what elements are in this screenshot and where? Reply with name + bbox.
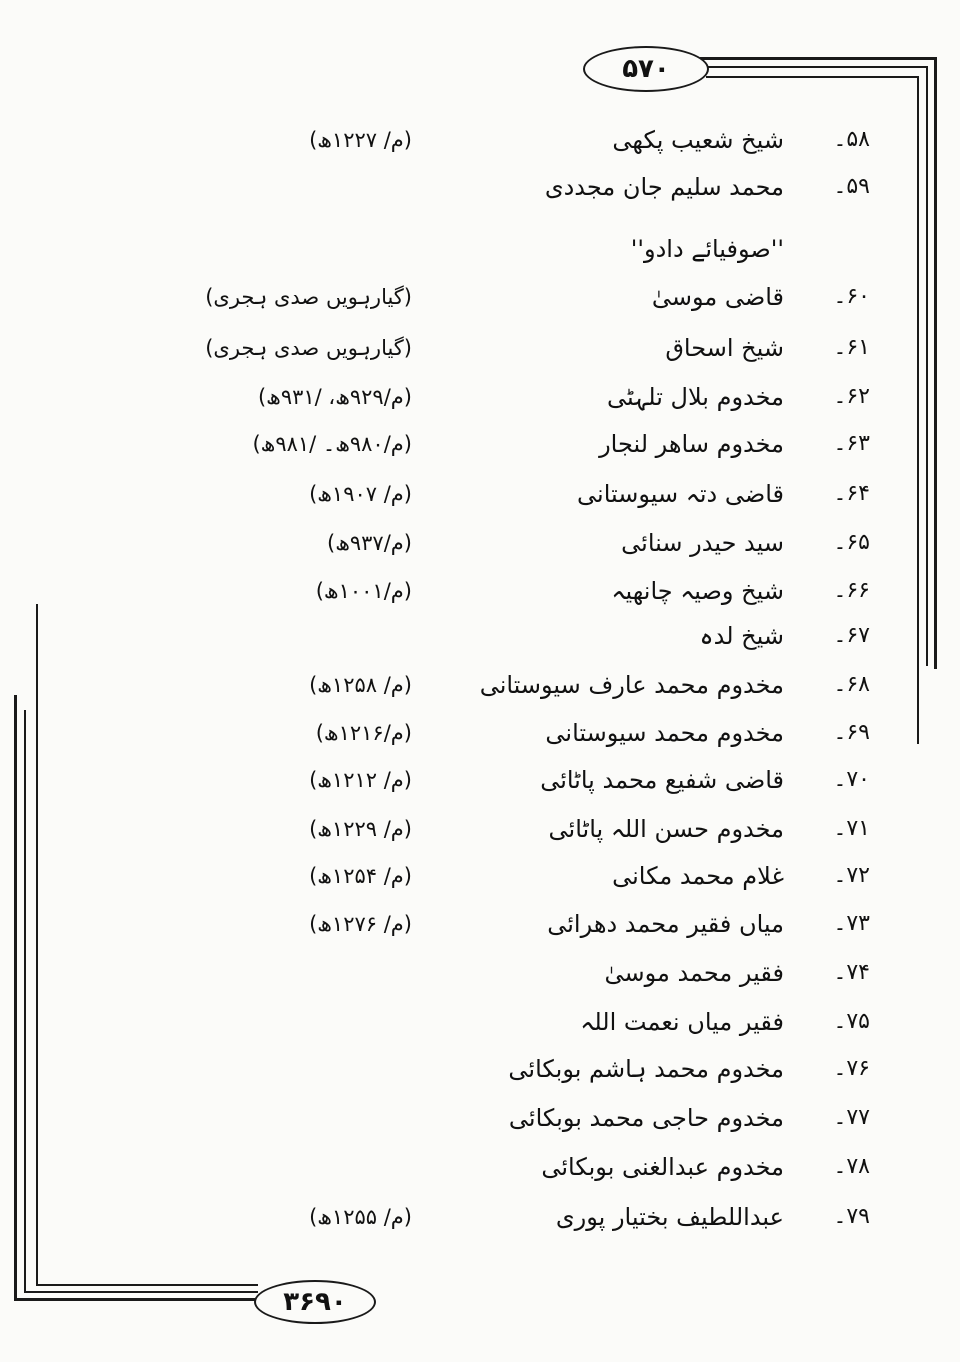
list-item [0,164,960,210]
entry-date: (م/۹۸۰ھ۔ /۹۸۱ھ) [252,432,412,456]
list-item [0,274,960,320]
entry-date: (گیارہویں صدی ہجری) [205,285,412,309]
entry-number: ۶۹۔ [833,720,870,745]
entry-name: میاں فقیر محمد دھرائی [547,910,784,938]
entry-name: قاضی دتہ سیوستانی [577,480,784,508]
entry-name: عبداللطیف بختیار پوری [555,1203,784,1231]
list-item [0,950,960,996]
entry-date: (م/۹۳۷ھ) [327,531,412,555]
entry-name: ''صوفیائے دادو'' [630,235,784,263]
entry-name: مخدوم محمد سیوستانی [545,719,784,747]
entry-name: قاضی موسیٰ [651,283,784,311]
entry-date: (م/ ۱۲۲۷ھ) [309,128,412,152]
entry-name: مخدوم محمد ہاشم بوبکائی [508,1055,784,1083]
entry-date: (م/ ۱۲۵۴ھ) [309,864,412,888]
bottom-frame-line-2 [24,1291,258,1293]
entry-number: ۷۶۔ [833,1056,870,1081]
entry-number: ۶۲۔ [833,384,870,409]
list-item [0,853,960,899]
entry-number: ۶۷۔ [833,623,870,648]
entry-number: ۷۲۔ [833,863,870,888]
top-frame-line-3 [706,76,919,78]
list-item [0,1046,960,1092]
entry-name: محمد سلیم جان مجددی [544,173,784,201]
entry-date: (م/ ۱۲۷۶ھ) [309,912,412,936]
entry-number: ۶۵۔ [833,530,870,555]
entry-name: شیخ لدہ [699,622,784,650]
entry-name: قاضی شفیع محمد پاٹائی [540,766,784,794]
top-page-number: ۵۷۰ [583,46,709,92]
list-item [0,757,960,803]
list-item [0,520,960,566]
entry-number: ۶۴۔ [833,481,870,506]
list-item [0,613,960,659]
list-item [0,1144,960,1190]
bottom-page-number: ۳۶۹۰ [254,1280,376,1324]
list-item [0,568,960,614]
list-item [0,374,960,420]
entry-number: ۷۵۔ [833,1009,870,1034]
entry-date: (م/ ۱۲۵۸ھ) [309,673,412,697]
entry-number: ۶۰۔ [833,284,870,309]
bottom-frame-line-1 [14,1298,256,1301]
list-item [0,471,960,517]
list-item [0,1194,960,1240]
entry-number: ۵۹۔ [833,174,870,199]
entry-name: غلام محمد مکانی [612,862,784,890]
entry-number: ۷۴۔ [833,960,870,985]
entry-date: (م/ ۱۲۱۲ھ) [309,768,412,792]
top-frame-line-2 [706,66,928,68]
entry-name: شیخ وصیہ چانھیہ [611,577,784,605]
list-item [0,806,960,852]
list-item [0,901,960,947]
list-item [0,421,960,467]
entry-name: مخدوم حاجی محمد بوبکائی [508,1104,784,1132]
entry-name: فقیر میاں نعمت اللہ [580,1008,784,1036]
entry-name: شیخ شعیب پکھی [612,126,784,154]
list-item [0,710,960,756]
entry-name: سید حیدر سنائی [621,529,784,557]
entry-date: (م/ ۱۹۰۷ھ) [309,482,412,506]
entry-number: ۶۱۔ [833,335,870,360]
entry-date: (م/۱۰۰۱ھ) [315,579,412,603]
list-item [0,999,960,1045]
entry-number: ۶۸۔ [833,672,870,697]
entry-number: ۷۳۔ [833,911,870,936]
entry-name: مخدوم بلال تلہٹی [606,383,784,411]
entry-name: مخدوم ساھر لنجار [599,430,784,458]
entry-number: ۶۳۔ [833,431,870,456]
entry-date: (م/۹۲۹ھ، /۹۳۱ھ) [257,385,412,409]
entry-name: مخدوم محمد عارف سیوستانی [479,671,784,699]
entry-name: فقیر محمد موسیٰ [604,959,784,987]
entry-number: ۶۶۔ [833,578,870,603]
entry-name: شیخ اسحاق [665,334,784,362]
entry-date: (م/ ۱۲۲۹ھ) [309,817,412,841]
entry-date: (م/ ۱۲۵۵ھ) [309,1205,412,1229]
list-item [0,662,960,708]
entry-name: مخدوم حسن اللہ پاٹائی [548,815,784,843]
entry-number: ۵۸۔ [833,127,870,152]
entry-date: (م/۱۲۱۶ھ) [315,721,412,745]
bottom-frame-line-3 [36,1284,258,1286]
top-frame-line-1 [700,57,936,60]
list-item [0,226,960,272]
entry-number: ۷۸۔ [833,1154,870,1179]
entry-number: ۷۱۔ [833,816,870,841]
entry-number: ۷۰۔ [833,767,870,792]
list-item [0,117,960,163]
entry-number: ۷۹۔ [833,1204,870,1229]
entry-date: (گیارہویں صدی ہجری) [205,336,412,360]
entry-number: ۷۷۔ [833,1105,870,1130]
list-item [0,1095,960,1141]
entry-name: مخدوم عبدالغنی بوبکائی [541,1153,784,1181]
list-item [0,325,960,371]
